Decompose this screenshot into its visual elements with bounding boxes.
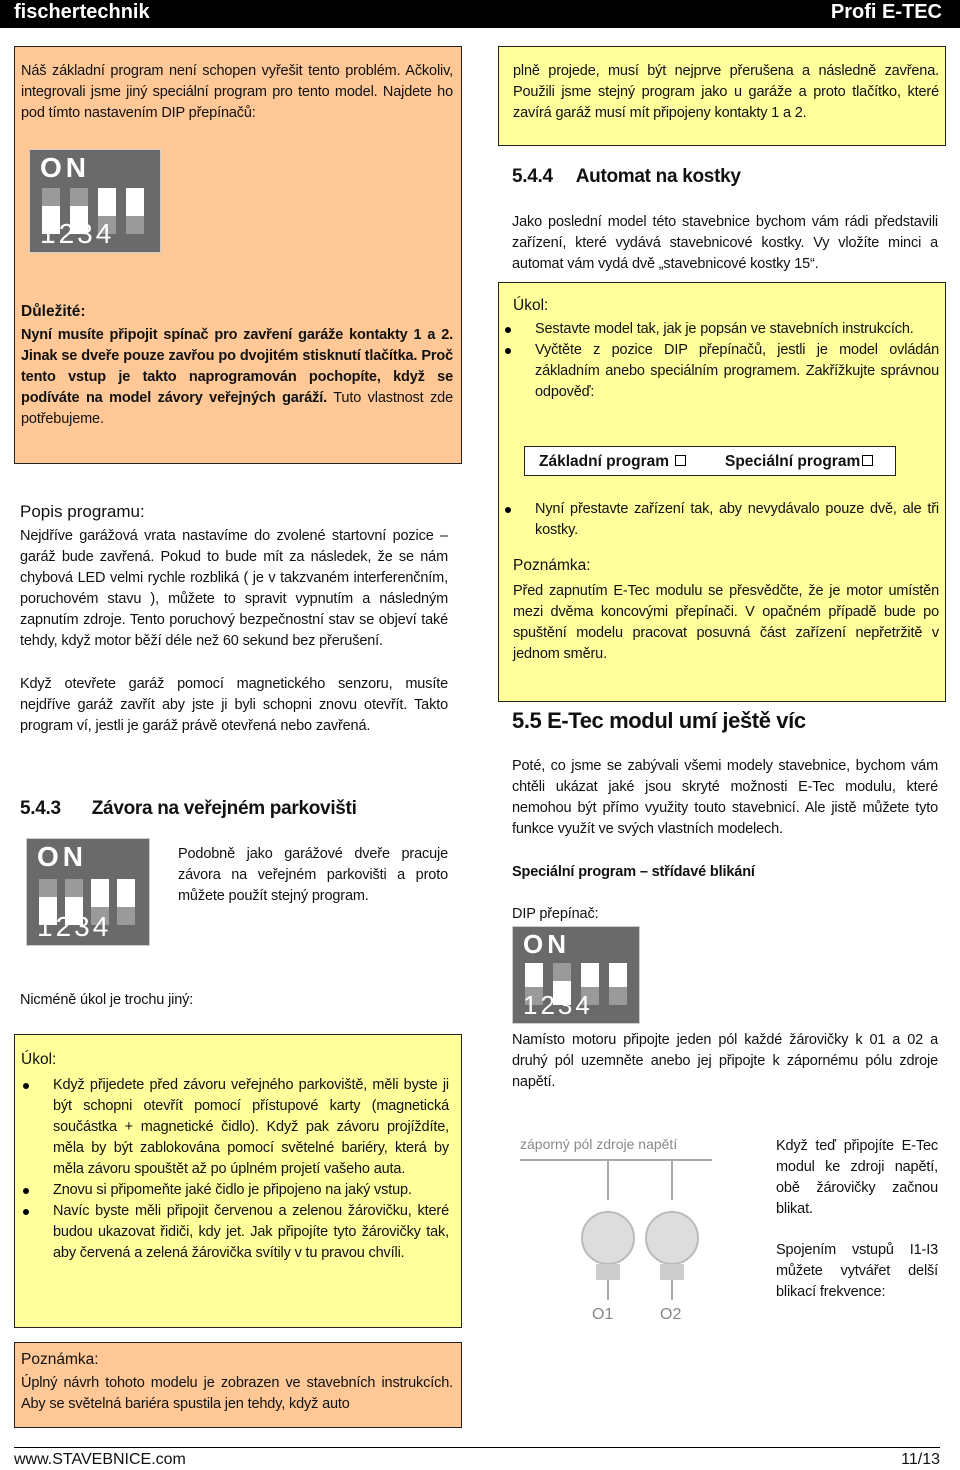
task-list-right-2 xyxy=(503,499,939,541)
dip-switch-image-2 xyxy=(26,838,150,946)
popis-paragraph-2: Když otevřete garáž pomocí magnetického senzoru, musíte nejdříve garáž zavřít aby jste ji byli schopni znovu otevřít. Takto program ví, jestli je garáž právě otevřená nebo zavřená. xyxy=(20,676,448,734)
dip-switch-image xyxy=(29,149,161,253)
important-note xyxy=(21,303,453,430)
program-choice-box xyxy=(524,446,896,476)
section-543-text: Podobně jako garážové dveře pracuje závora na veřejném parkovišti a proto můžete použít stejný program. xyxy=(178,846,448,904)
intro-text: Náš základní program není schopen vyřešit tento problém. Ačkoliv, integrovali jsme jiný speciální program pro tento model. Najdete ho pod tímto nastavením DIP přepínačů: xyxy=(21,63,453,121)
choice-basic[interactable] xyxy=(539,453,686,471)
choice-basic-label: Základní program xyxy=(539,453,670,470)
task-item: Když přijedete před závoru veřejného parkoviště, měli byste ji být schopni otevřít pomocí přístupové karty (magnetická součástka + magnetické čidlo). Když pak závoru projíždíte, měla by být zablokována pomocí světelné bariéry, která by měla závoru spouštět až po úplném projetí vašeho auta. xyxy=(21,1075,449,1180)
task-item: Nyní přestavte zařízení tak, aby nevydávalo pouze dvě, ale tři kostky. xyxy=(503,499,939,541)
continued-text: plně projede, musí být nejprve přerušena a následně zavřena. Použili jsme stejný program jako u garáže a proto tlačítko, které zavírá garáž musí mít připojeny kontakty 1 a 2. xyxy=(513,63,939,121)
dip-on-label: ON xyxy=(40,152,90,183)
choice-special[interactable] xyxy=(725,453,873,471)
circuit-svg xyxy=(512,1128,762,1328)
circuit-o2: O2 xyxy=(660,1306,682,1323)
section-544-heading xyxy=(512,166,942,188)
circuit-diagram xyxy=(512,1128,762,1328)
dip-switch-image-3 xyxy=(512,926,640,1024)
brand-name: fischertechnik xyxy=(14,1,150,23)
important-title: Důležité: xyxy=(21,303,86,320)
dip-numbers: 1234 xyxy=(40,218,115,249)
task-list-left xyxy=(21,1075,449,1264)
nicmene-text: Nicméně úkol je trochu jiný: xyxy=(20,992,194,1008)
dip-switch-4 xyxy=(126,188,144,234)
task-list-right xyxy=(503,319,939,403)
note-text-right: Před zapnutím E-Tec modulu se přesvědčte, že je motor umístěn mezi dvěma koncovými přepínači. V opačném případě bude po spuštění modelu pracovat posuvná část zařízení nepřetržitě v jednom směru. xyxy=(513,583,939,662)
note-title-left: Poznámka: xyxy=(21,1351,99,1368)
section-55-text: Poté, co jsme se zabývali všemi modely stavebnice, bychom vám chtěli ukázat jaké jsou skryté možnosti E-Tec modulu, které nemohou být přímo využity touto stavebnicí. Ale jistě můžete tyto funkce využít ve svých vlastních modelech. xyxy=(512,758,938,837)
section-544-title: Automat na kostky xyxy=(575,166,741,187)
product-name: Profi E-TEC xyxy=(830,1,942,23)
choice-special-checkbox[interactable] xyxy=(862,455,873,466)
note-text-left: Úplný návrh tohoto modelu je zobrazen ve stavebních instrukcích. Aby se světelná bariéra spustila jen tehdy, když auto xyxy=(21,1375,453,1412)
footer-rule xyxy=(14,1447,940,1448)
dip-on-label-3: ON xyxy=(523,929,570,959)
dip2-switch-4 xyxy=(117,879,135,925)
section-543-title: Závora na veřejném parkovišti xyxy=(91,798,357,819)
choice-special-label: Speciální program xyxy=(725,453,861,470)
task-item: Navíc byste měli připojit červenou a zelenou žárovičku, které budou ukazovat řidiči, kdy jet. Jak připojíte tyto žárovičky tak, aby červená a zelená žárovička svítily v tu pravou chvíli. xyxy=(21,1201,449,1264)
choice-basic-checkbox[interactable] xyxy=(675,455,686,466)
dip3-switch-4 xyxy=(609,963,627,1005)
continued-box xyxy=(498,46,946,146)
section-55-title: 5.5 E-Tec modul umí ještě víc xyxy=(512,708,806,733)
section-544-number: 5.4.4 xyxy=(512,166,553,187)
task-item: Znovu si připomeňte jaké čidlo je připojeno na jaký vstup. xyxy=(21,1180,449,1201)
circuit-o1: O1 xyxy=(592,1306,614,1323)
intro-box xyxy=(14,46,462,464)
dip-numbers-3: 1234 xyxy=(523,990,593,1020)
note-title-right: Poznámka: xyxy=(513,557,591,574)
task-item: Sestavte model tak, jak je popsán ve stavebních instrukcích. xyxy=(503,319,939,340)
task-box-right xyxy=(498,282,946,702)
note-box-left xyxy=(14,1342,462,1428)
instead-text: Namísto motoru připojte jeden pól každé žárovičky k 01 a 02 a druhý pól uzemněte anebo jej připojte k zápornému pólu zdroje napětí. xyxy=(512,1032,938,1090)
section-543-number: 5.4.3 xyxy=(20,798,61,819)
special-program-heading: Speciální program – střídavé blikání xyxy=(512,864,755,880)
side-text-1: Když teď připojíte E-Tec modul ke zdroji napětí, obě žárovičky začnou blikat. xyxy=(776,1138,938,1217)
section-543-heading xyxy=(20,798,460,820)
dip-label: DIP přepínač: xyxy=(512,906,599,922)
side-text-2: Spojením vstupů I1-I3 můžete vytvářet delší blikací frekvence: xyxy=(776,1242,938,1300)
important-text-bold: Nyní musíte připojit spínač pro zavření garáže kontakty 1 a 2. Jinak se dveře pouze zavřou po dvojitém stisknutí tlačítka. Proč tento vstup je takto naprogramován pochopíte, když se podíváte na model závory veřejných garáží. xyxy=(21,327,453,406)
popis-title: Popis programu: xyxy=(20,502,145,521)
program-description xyxy=(20,502,448,737)
footer-page: 11/13 xyxy=(901,1451,940,1468)
task-item: Vyčtěte z pozice DIP přepínačů, jestli je model ovládán základním anebo speciálním programem. Zakřížkujte správnou odpověď: xyxy=(503,340,939,403)
dip-numbers-2: 1234 xyxy=(37,911,112,942)
task-title-right: Úkol: xyxy=(513,297,549,314)
section-544-text: Jako poslední model této stavebnice bychom vám rádi představili zařízení, které vydává stavebnicové kostky. Vy vložíte minci a automat vám vydá dvě „stavebnicové kostky 15“. xyxy=(512,214,938,272)
important-text-normal: Tuto vlastnost zde potřebujeme. xyxy=(21,390,453,427)
dip-on-label-2: ON xyxy=(37,841,87,872)
circuit-label: záporný pól zdroje napětí xyxy=(520,1136,678,1152)
footer-site: www.STAVEBNICE.com xyxy=(14,1451,186,1468)
popis-paragraph-1: Nejdříve garážová vrata nastavíme do zvolené startovní pozice – garáž bude zavřená. Pokud to bude mít za následek, že se nám chybová LED velmi rychle rozbliká ( je v takzvaném interferenčním, poruchovém stavu ), můžete to spravit vypnutím a následným zapnutím zdroje. Tento poruchový bezpečnostní stav se objeví také tehdy, když motor běží déle než 60 sekund bez přerušení. xyxy=(20,528,448,649)
task-title-left: Úkol: xyxy=(21,1051,57,1068)
task-box-left xyxy=(14,1034,462,1328)
page-header xyxy=(0,0,960,28)
